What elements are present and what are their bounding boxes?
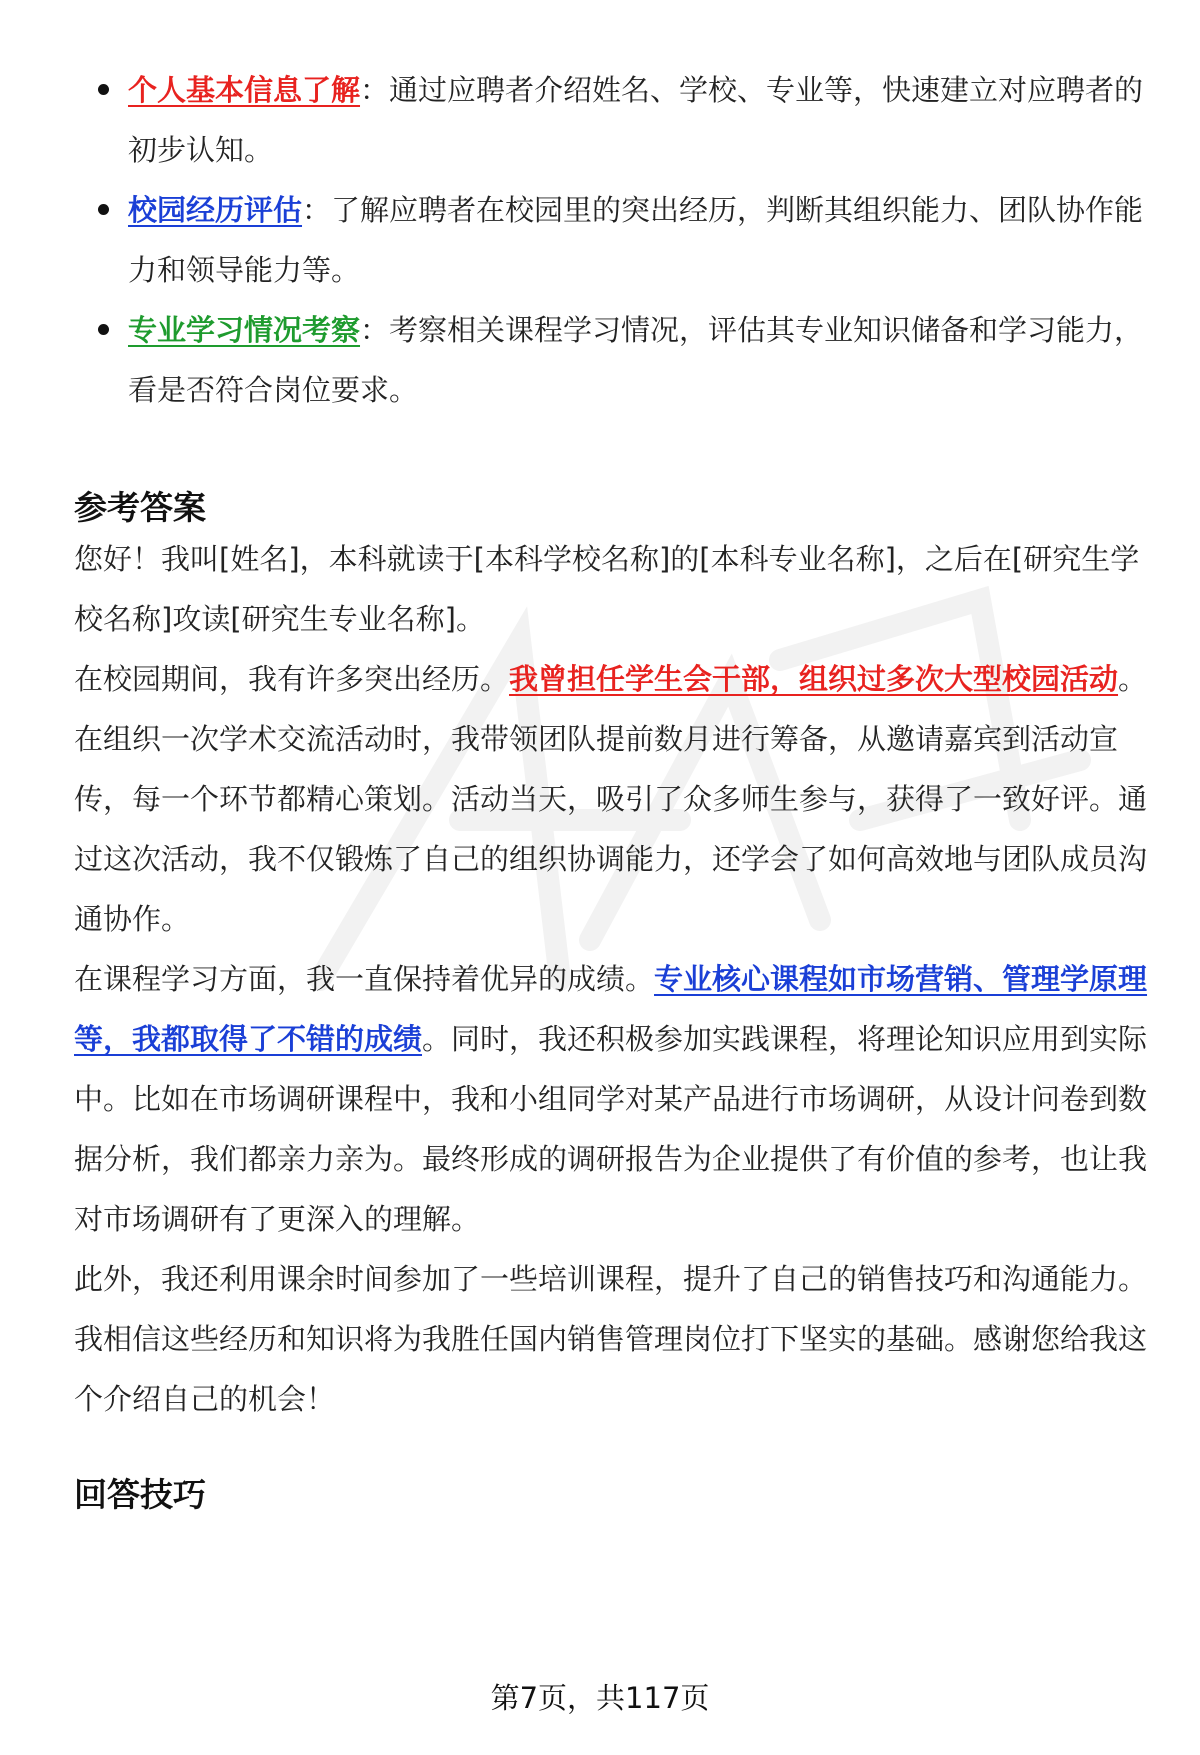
bullet-term: 个人基本信息了解 (128, 73, 361, 107)
bullet-dot-icon (98, 324, 109, 335)
document-page (74, 60, 1164, 1516)
criteria-list (74, 60, 1164, 420)
bullet-text: ：考察相关课程学习情况，评估其专业知识储备和学习能力，看是否符合岗位要求。 (128, 313, 1144, 407)
list-item (74, 60, 1164, 180)
list-item (74, 180, 1164, 300)
bullet-term: 校园经历评估 (128, 193, 303, 227)
bullet-term: 专业学习情况考察 (128, 313, 361, 347)
bullet-text: ：通过应聘者介绍姓名、学校、专业等，快速建立对应聘者的初步认知。 (128, 73, 1144, 167)
paragraph-text: 在课程学习方面，我一直保持着优异的成绩。 (74, 962, 655, 996)
page-number: 第7页，共117页 (490, 1681, 710, 1715)
section-heading-reference: 参考答案 (74, 488, 206, 527)
answer-paragraph-intro: 您好！我叫[姓名]，本科就读于[本科学校名称]的[本科专业名称]，之后在[研究生学校名称]攻读[研究生专业名称]。 (74, 542, 1140, 636)
highlight-text: 专业核心课程如市场营销、管理学原理等，我都取得了不错的成绩 (74, 962, 1148, 1056)
answer-paragraph-campus (74, 649, 1164, 949)
bullet-dot-icon (98, 84, 109, 95)
paragraph-text: 在校园期间，我有许多突出经历。 (74, 662, 510, 696)
highlight-text: 我曾担任学生会干部，组织过多次大型校园活动 (509, 662, 1119, 696)
answer-paragraph-closing: 此外，我还利用课余时间参加了一些培训课程，提升了自己的销售技巧和沟通能力。我相信这些经历和知识将为我胜任国内销售管理岗位打下坚实的基础。感谢您给我这个介绍自己的机会！ (74, 1262, 1148, 1416)
bullet-dot-icon (98, 204, 109, 215)
paragraph-text: 。同时，我还积极参加实践课程，将理论知识应用到实际中。比如在市场调研课程中，我和小组同学对某产品进行市场调研，从设计问卷到数据分析，我们都亲力亲为。最终形成的调研报告为企业提供了有价值的参考，也让我对市场调研有了更深入的理解。 (74, 1022, 1148, 1236)
paragraph-text: 。在组织一次学术交流活动时，我带领团队提前数月进行筹备，从邀请嘉宾到活动宣传，每一个环节都精心策划。活动当天，吸引了众多师生参与，获得了一致好评。通过这次活动，我不仅锻炼了自己的组织协调能力，还学会了如何高效地与团队成员沟通协作。 (74, 662, 1148, 936)
answer-paragraph-courses (74, 949, 1164, 1249)
section-heading-tips: 回答技巧 (74, 1475, 206, 1514)
bullet-text: ：了解应聘者在校园里的突出经历，判断其组织能力、团队协作能力和领导能力等。 (128, 193, 1144, 287)
list-item (74, 300, 1164, 420)
